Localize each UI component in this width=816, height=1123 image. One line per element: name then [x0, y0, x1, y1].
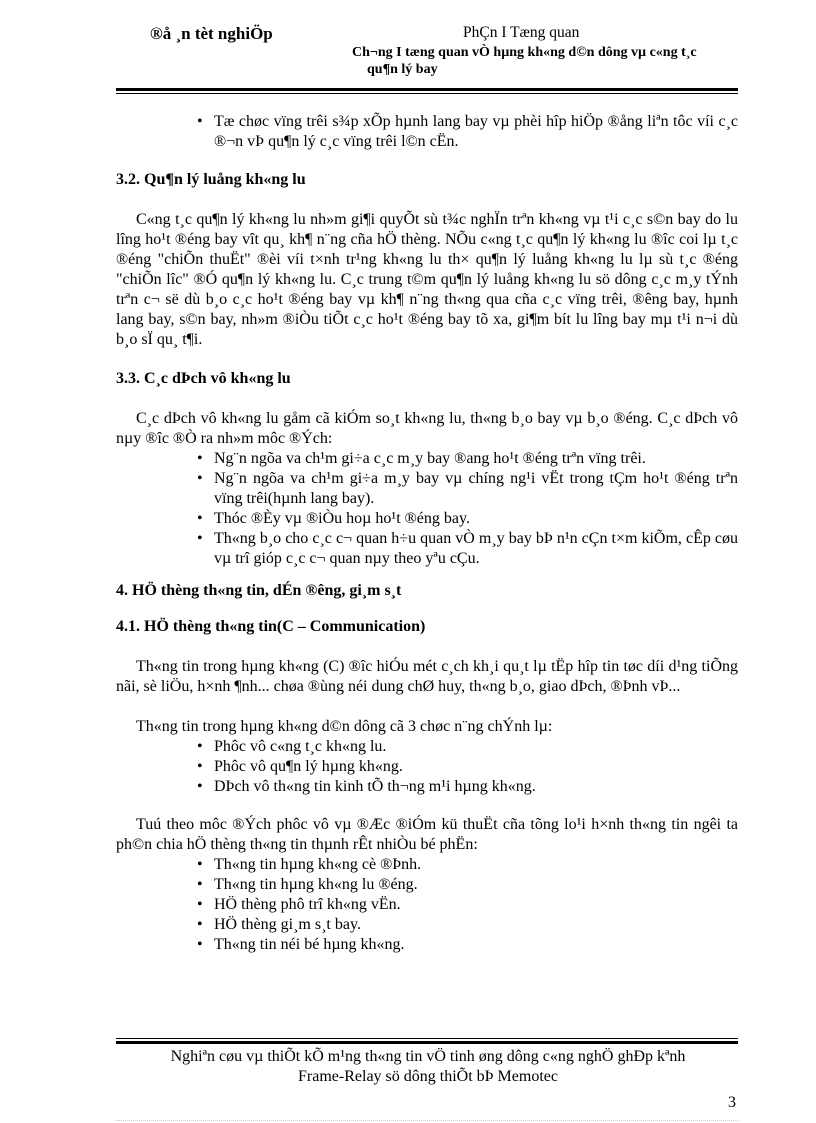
list-item: • HÖ thèng gi¸m s¸t bay. [214, 915, 738, 935]
header-chapter-title: Ch¬ng I tæng quan vÒ hµng kh«ng d©n dông vµ c«ng t¸c [352, 45, 697, 60]
footer-rule-thin [116, 1038, 738, 1039]
section-4-1-bullet-list-2 [116, 855, 738, 955]
list-item: • Th«ng b¸o cho c¸c c¬ quan h÷u quan vÒ m¸y bay bÞ n¹n cÇn t×m kiÕm, cÊp cøu vµ trî gióp c¸c c¬ quan nµy theo yªu cÇu. [214, 529, 738, 569]
section-3-2-paragraph: C«ng t¸c qu¶n lý kh«ng lu nh»m gi¶i quyÕt sù t¾c nghÏn trªn kh«ng vµ t¹i c¸c s©n bay do lu lîng ho¹t ®éng bay vît qu¸ kh¶ n¨ng cña hÖ thèng. NÕu c«ng t¸c qu¶n lý kh«ng lu ®îc coi lµ t¸c ®éng "chiÕn thuËt" ®èi víi t×nh tr¹ng kh«ng lu th× qu¶n lý luång kh«ng lu lµ sù t¸c ®éng "chiÕn lîc" ®Ó qu¶n lý kh«ng lu. C¸c trung t©m qu¶n lý luång kh«ng lu sö dông c¸c m¸y tÝnh trªn c¬ së dù b¸o c¸c ho¹t ®éng bay vµ kh¶ n¨ng th«ng qua cña c¸c vïng trêi, ®êng bay, hµnh lang bay, s©n bay, nh»m ®iÒu tiÕt c¸c ho¹t ®éng bay tõ xa, gi¶m bít lu lîng bay mµ t¹i n¬i dù b¸o sÏ qu¸ t¶i. [116, 211, 738, 348]
section-4-1-bullet-list-1 [116, 737, 738, 797]
section-4-1-paragraph-2: Th«ng tin trong hµng kh«ng d©n dông cã 3 chøc n¨ng chÝnh lµ: [136, 718, 553, 735]
section-4-1-paragraph-1: Th«ng tin trong hµng kh«ng (C) ®îc hiÓu mét c¸ch kh¸i qu¸t lµ tËp hîp tin tøc díi d¹ng tiÕng nãi, sè liÖu, h×nh ¶nh... chøa ®ùng néi dung chØ huy, th«ng b¸o, giao dÞch, ®Þnh vÞ... [116, 658, 738, 695]
list-item: • DÞch vô th«ng tin kinh tÕ th¬ng m¹i hµng kh«ng. [214, 777, 738, 797]
list-item: • Th«ng tin hµng kh«ng cè ®Þnh. [214, 855, 738, 875]
footer-line-1: Nghiªn cøu vµ thiÕt kÕ m¹ng th«ng tin vÖ tinh øng dông c«ng nghÖ ghÐp kªnh [170, 1048, 686, 1065]
list-item: • Phôc vô qu¶n lý hµng kh«ng. [214, 757, 738, 777]
list-item: • Tæ chøc vïng trêi s¾p xÕp hµnh lang bay vµ phèi hîp hiÖp ®ång liªn tôc víi c¸c ®¬n vÞ qu¶n lý c¸c vïng trêi l©n cËn. [214, 112, 738, 152]
page-bottom-dotted-line [116, 1120, 738, 1121]
header-chapter-title-cont: qu¶n lý bay [367, 62, 438, 77]
footer-line-2: Frame-Relay sö dông thiÕt bÞ Memotec [298, 1068, 558, 1085]
header-part-title: PhÇn I Tæng quan [463, 24, 580, 41]
page-body [116, 112, 738, 955]
list-item: • Ng¨n ngõa va ch¹m gi÷a m¸y bay vµ chíng ng¹i vËt trong tÇm ho¹t ®éng trªn vïng trêi(hµnh lang bay). [214, 469, 738, 509]
header-rule-thin [116, 93, 738, 94]
section-heading-3-3: 3.3. C¸c dÞch vô kh«ng lu [116, 370, 291, 387]
section-3-3-paragraph: C¸c dÞch vô kh«ng lu gåm cã kiÓm so¸t kh«ng lu, th«ng b¸o bay vµ b¸o ®éng. C¸c dÞch vô nµy ®îc ®Ò ra nh»m môc ®Ých: [116, 410, 738, 447]
section-heading-4: 4. HÖ thèng th«ng tin, dÉn ®êng, gi¸m s¸t [116, 582, 402, 599]
page-number: 3 [728, 1094, 736, 1111]
footer-rule-thick [116, 1041, 738, 1044]
list-item: • Thóc ®Èy vµ ®iÒu hoµ ho¹t ®éng bay. [214, 509, 738, 529]
header-rule-thick [116, 88, 738, 91]
top-bullet-list [116, 112, 738, 152]
header-left-title: ®å ¸n tèt nghiÖp [150, 24, 273, 43]
list-item: • Th«ng tin néi bé hµng kh«ng. [214, 935, 738, 955]
list-item: • Phôc vô c«ng t¸c kh«ng lu. [214, 737, 738, 757]
section-heading-4-1: 4.1. HÖ thèng th«ng tin(C – Communication) [116, 618, 426, 635]
list-item: • HÖ thèng phô trî kh«ng vËn. [214, 895, 738, 915]
section-heading-3-2: 3.2. Qu¶n lý luång kh«ng lu [116, 171, 306, 188]
list-item: • Th«ng tin hµng kh«ng lu ®éng. [214, 875, 738, 895]
list-item: • Ng¨n ngõa va ch¹m gi÷a c¸c m¸y bay ®ang ho¹t ®éng trªn vïng trêi. [214, 449, 738, 469]
section-4-1-paragraph-3: Tuú theo môc ®Ých phôc vô vµ ®Æc ®iÓm kü thuËt cña tõng lo¹i h×nh th«ng tin ngêi ta ph©n chia hÖ thèng th«ng tin thµnh rÊt nhiÒu bé phËn: [116, 816, 738, 853]
section-3-3-bullet-list [116, 449, 738, 569]
